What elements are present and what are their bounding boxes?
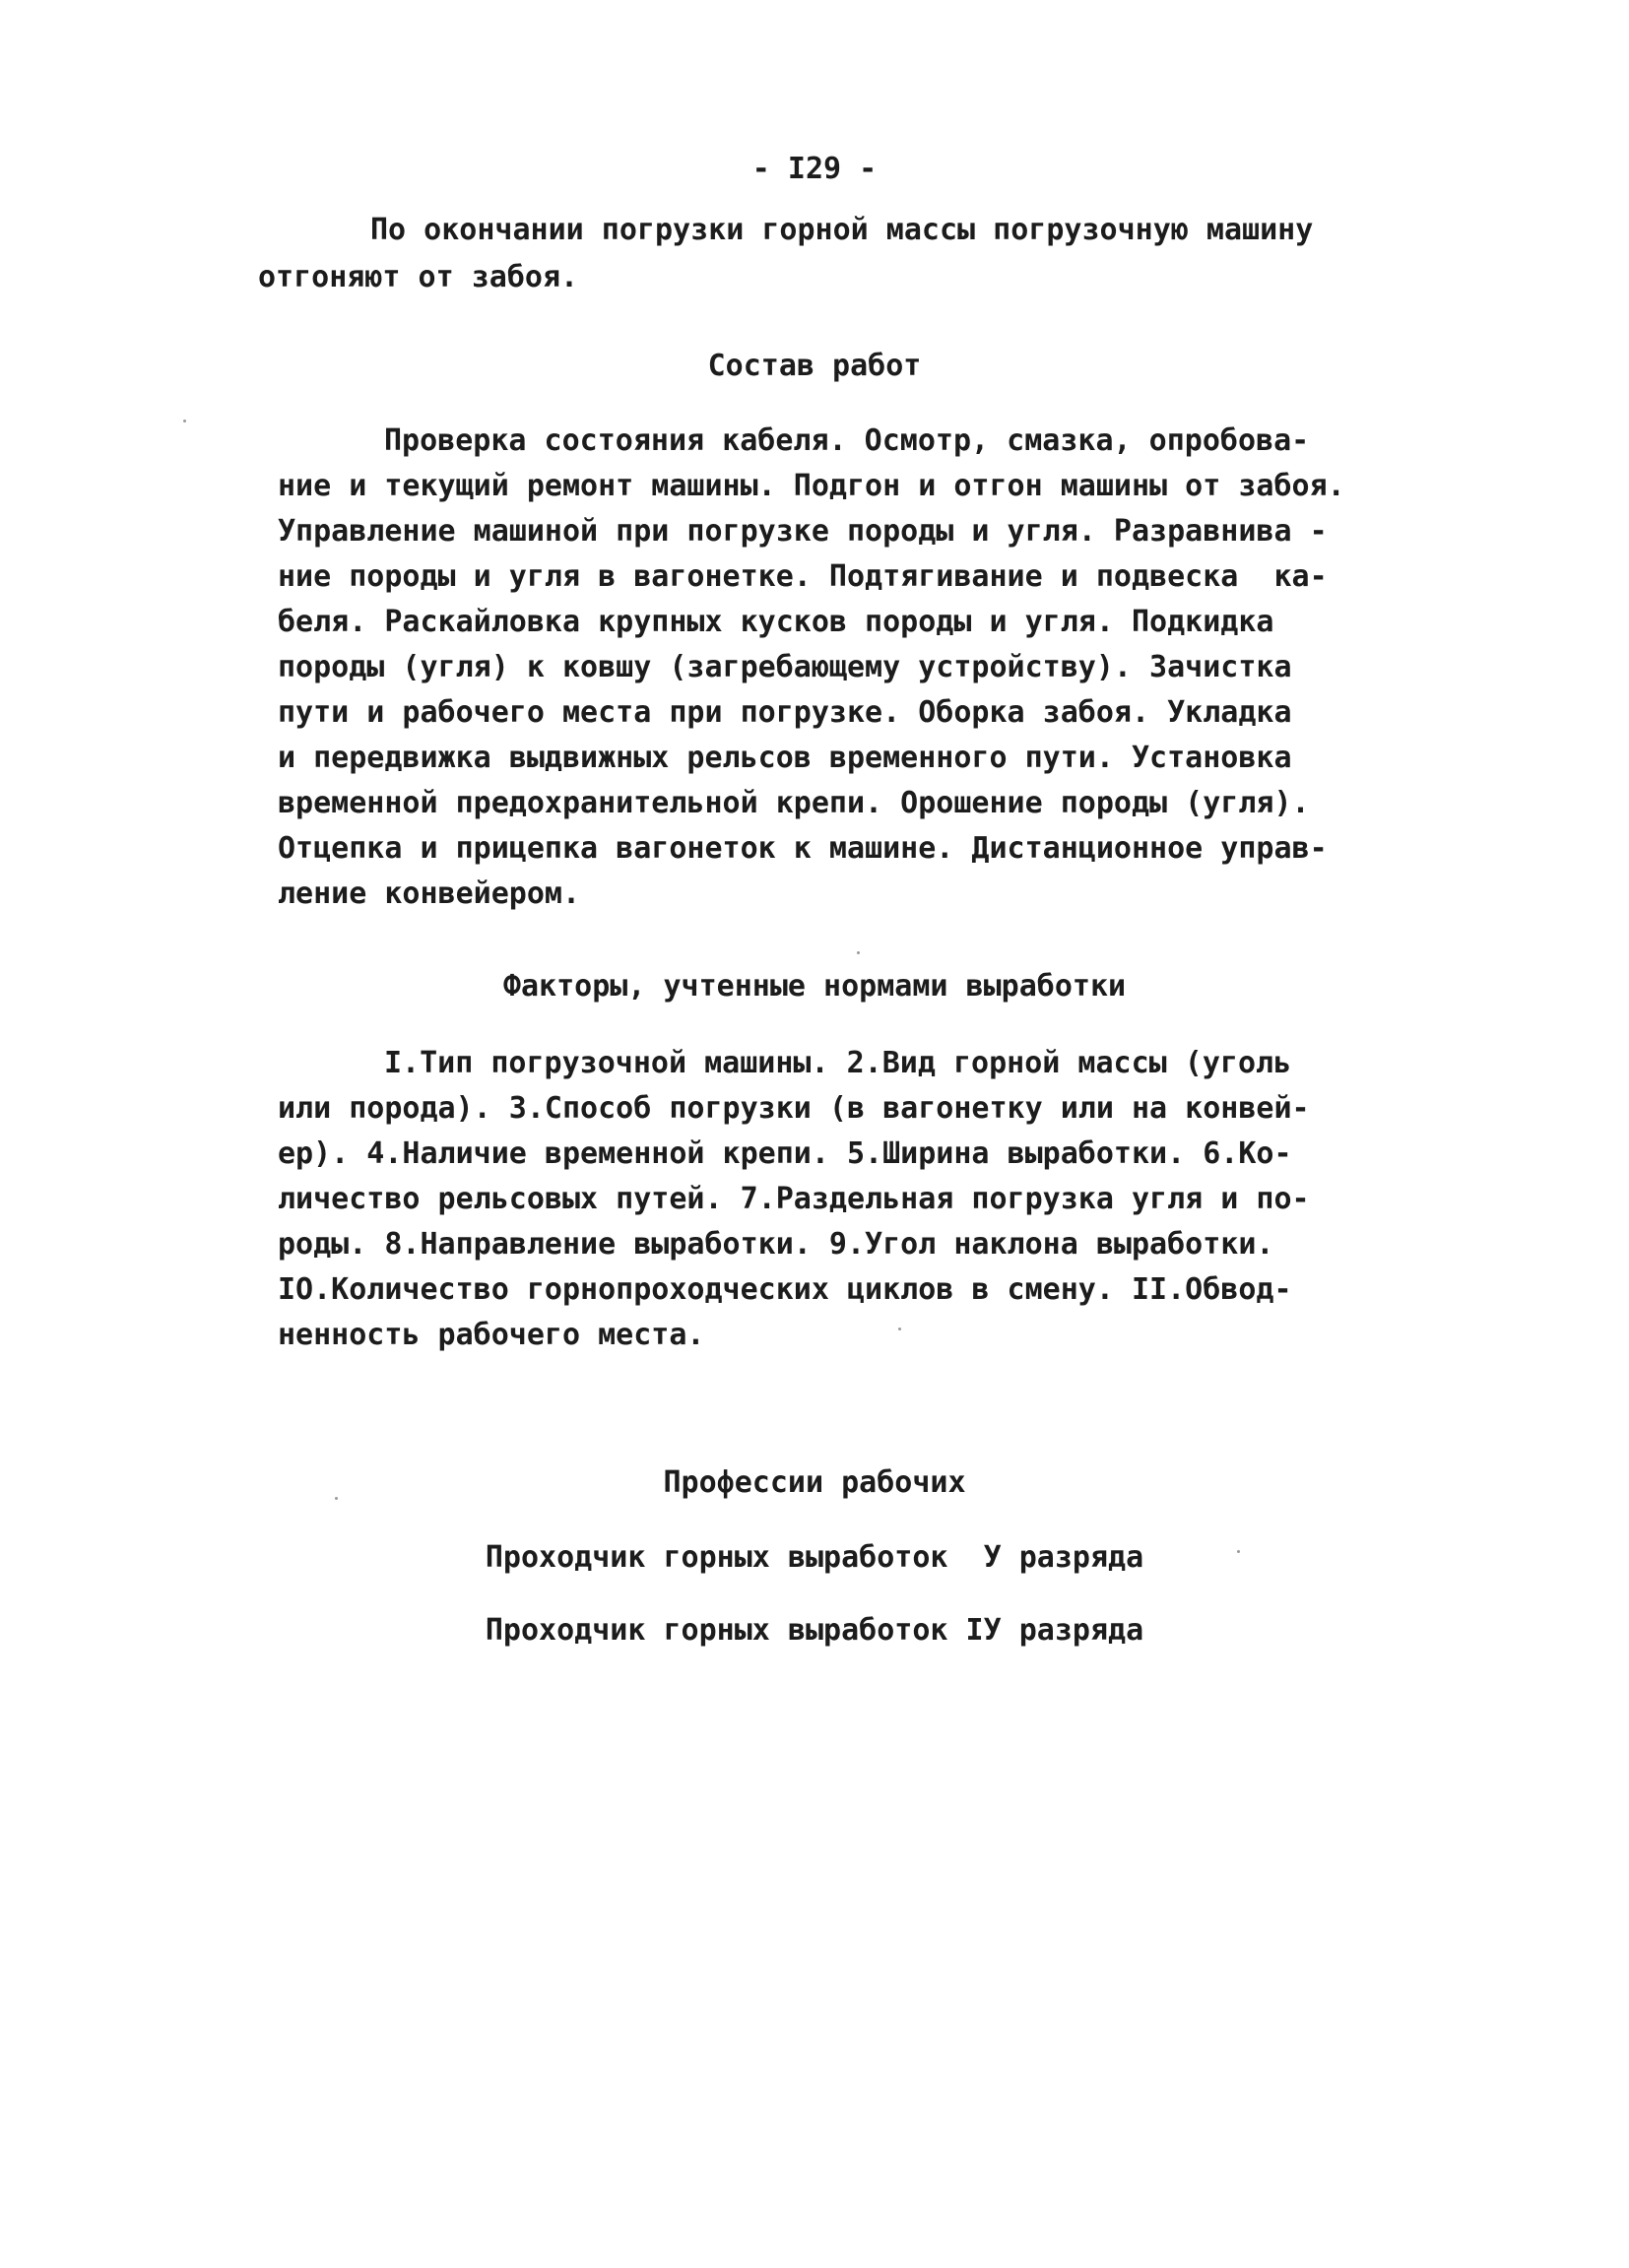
factors-line-1: I.Тип погрузочной машины. 2.Вид горной массы (уголь (384, 1046, 1292, 1080)
work-line-9: временной предохранительной крепи. Орошение породы (угля). (278, 786, 1310, 820)
intro-line-2: отгоняют от забоя. (258, 260, 579, 294)
scan-speck (898, 1328, 901, 1330)
profession-item-2: Проходчик горных выработок IУ разряда (485, 1613, 1144, 1648)
scan-speck (183, 420, 186, 422)
factors-line-5: роды. 8.Направление выработки. 9.Угол наклона выработки. (278, 1227, 1274, 1262)
scan-speck (857, 951, 860, 954)
work-line-4: ние породы и угля в вагонетке. Подтягивание и подвеска ка- (278, 559, 1328, 594)
work-line-7: пути и рабочего места при погрузке. Оборка забоя. Укладка (278, 695, 1292, 730)
intro-line-1: По окончании погрузки горной массы погрузочную машину (370, 213, 1314, 247)
work-line-6: породы (угля) к ковшу (загребающему устройству). Зачистка (278, 650, 1292, 684)
section-title-factors: Факторы, учтенные нормами выработки (502, 969, 1127, 1004)
scan-speck (335, 1497, 338, 1500)
factors-line-7: ненность рабочего места. (278, 1318, 705, 1352)
work-line-5: беля. Раскайловка крупных кусков породы и угля. Подкидка (278, 605, 1274, 639)
work-line-2: ние и текущий ремонт машины. Подгон и отгон машины от забоя. (278, 469, 1345, 503)
factors-line-6: IO.Количество горнопроходческих циклов в смену. II.Обвод- (278, 1272, 1292, 1307)
work-line-3: Управление машиной при погрузке породы и угля. Разравнива - (278, 514, 1328, 549)
factors-line-2: или порода). 3.Способ погрузки (в вагонетку или на конвей- (278, 1091, 1310, 1126)
factors-line-4: личество рельсовых путей. 7.Раздельная погрузка угля и по- (278, 1182, 1310, 1216)
factors-line-3: ер). 4.Наличие временной крепи. 5.Ширина выработки. 6.Ко- (278, 1136, 1292, 1171)
page-number: - I29 - (751, 152, 878, 186)
work-line-8: и передвижка выдвижных рельсов временного пути. Установка (278, 741, 1292, 775)
work-line-11: ление конвейером. (278, 876, 581, 911)
work-line-10: Отцепка и прицепка вагонеток к машине. Дистанционное управ- (278, 831, 1328, 866)
scan-speck (1237, 1550, 1240, 1553)
work-line-1: Проверка состояния кабеля. Осмотр, смазка, опробова- (384, 423, 1310, 458)
section-title-professions: Профессии рабочих (663, 1465, 966, 1500)
profession-item-1: Проходчик горных выработок У разряда (485, 1540, 1144, 1575)
section-title-work: Состав работ (707, 349, 922, 383)
